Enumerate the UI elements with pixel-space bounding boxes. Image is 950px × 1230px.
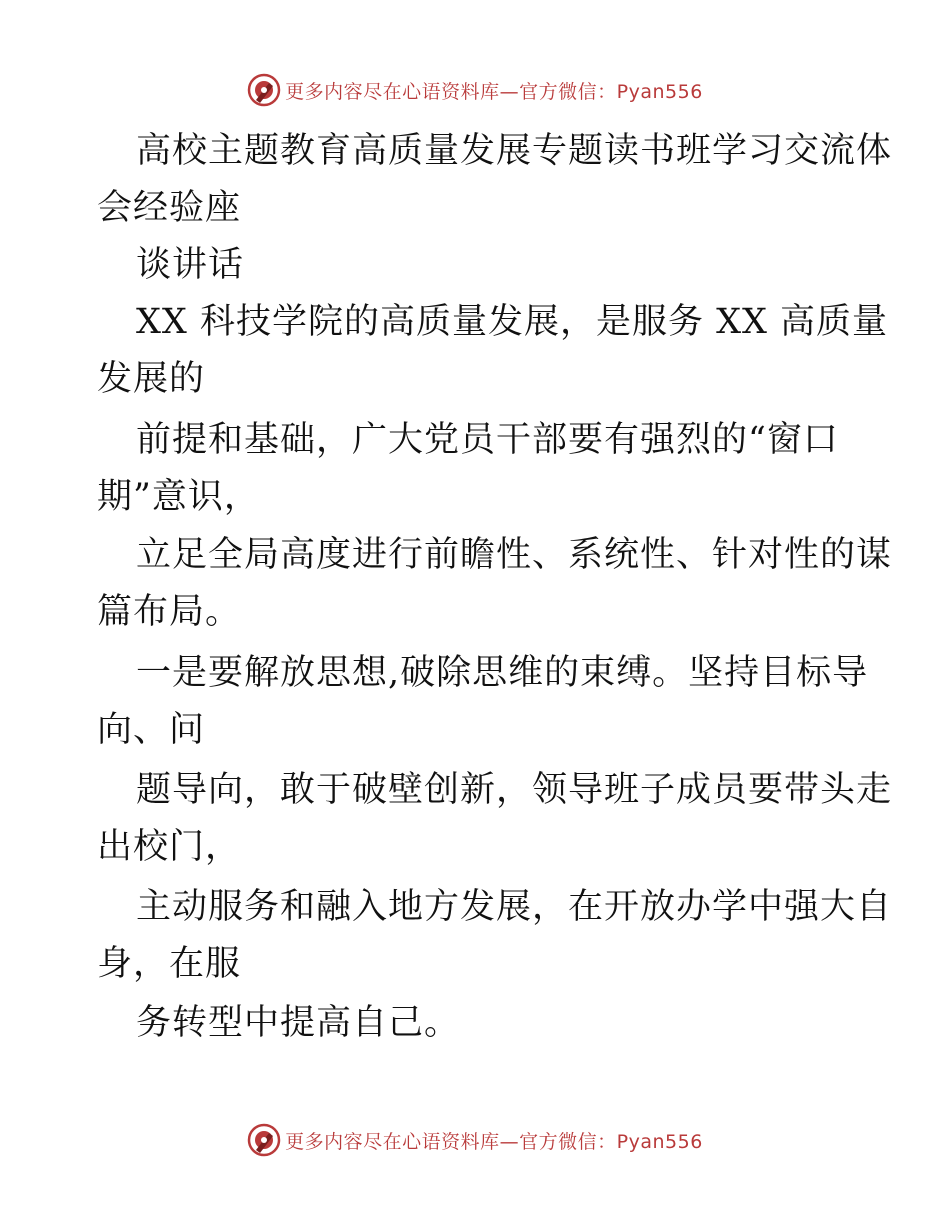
- text-line: 期”意识，: [97, 477, 260, 517]
- text-line: 身，在服: [97, 944, 242, 984]
- text-line: 立足全局高度进行前瞻性、系统性、针对性的谋: [136, 535, 893, 575]
- text-line: XX 科技学院的高质量发展，是服务 XX 高质量: [136, 302, 889, 342]
- header-watermark: [0, 70, 950, 110]
- pen-nib-logo-icon: [247, 1123, 281, 1157]
- pen-nib-logo-icon: [247, 73, 281, 107]
- text-line: 出校门，: [97, 827, 242, 867]
- text-line: 一是要解放思想,破除思维的束缚。坚持目标导: [136, 653, 869, 693]
- text-line: 谈讲话: [136, 245, 245, 285]
- text-line: 会经验座: [97, 188, 242, 228]
- text-line: 务转型中提高自己。: [136, 1003, 461, 1043]
- text-line: 主动服务和融入地方发展，在开放办学中强大自: [136, 887, 893, 927]
- text-line: 篇布局。: [97, 592, 242, 632]
- text-line: 发展的: [97, 359, 206, 399]
- watermark-text: 更多内容尽在心语资料库—官方微信：Pyan556: [285, 1130, 703, 1153]
- footer-watermark: [0, 1120, 950, 1160]
- text-line: 前提和基础，广大党员干部要有强烈的“窗口: [136, 420, 839, 460]
- watermark-text: 更多内容尽在心语资料库—官方微信：Pyan556: [285, 80, 703, 103]
- text-line: 向、问: [97, 710, 206, 750]
- text-line: 题导向，敢于破壁创新，领导班子成员要带头走: [136, 770, 893, 810]
- text-line: 高校主题教育高质量发展专题读书班学习交流体: [136, 131, 893, 171]
